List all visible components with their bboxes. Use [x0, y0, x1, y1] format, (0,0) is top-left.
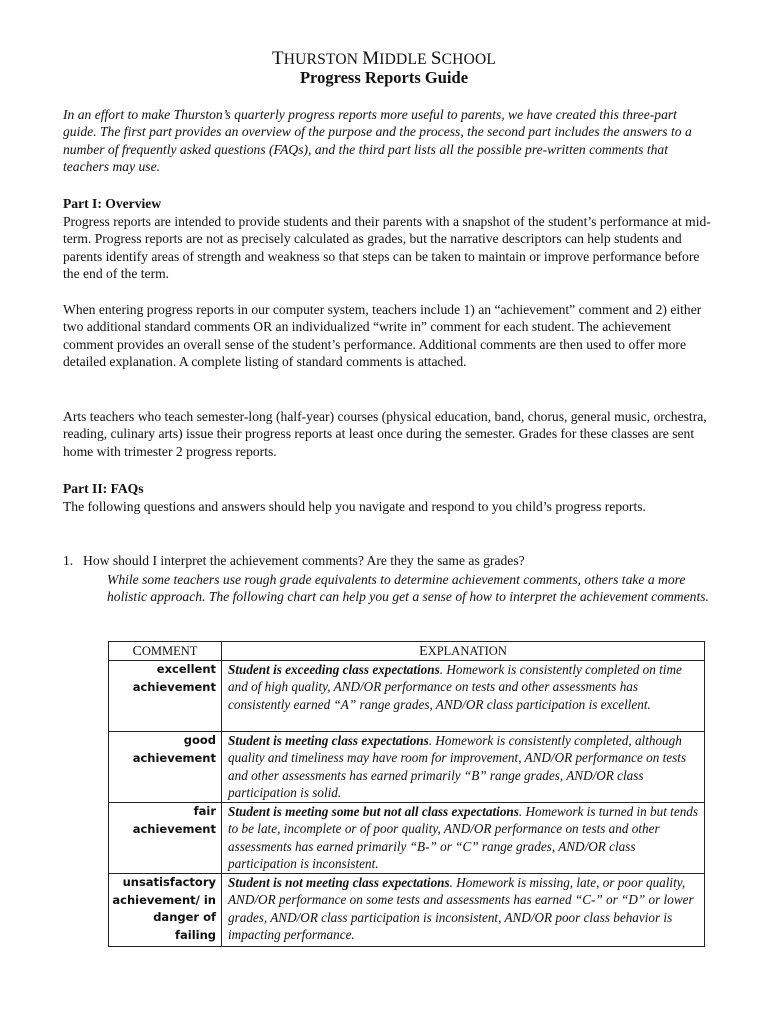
table-row: [109, 661, 705, 732]
achievement-table: [108, 641, 705, 947]
faq-question-1: [63, 552, 713, 569]
school-name-part: S: [430, 48, 442, 69]
table-row: [109, 874, 705, 947]
comment-cell: good achievement: [109, 732, 222, 803]
part1-heading: [63, 195, 713, 212]
explanation-lead: Student is not meeting class expectations: [228, 875, 450, 890]
part2-heading: [63, 480, 713, 497]
column-header-comment: [109, 642, 222, 661]
explanation-cell: [222, 803, 705, 874]
column-header-part: E: [419, 644, 428, 659]
school-name-part: M: [362, 48, 380, 69]
school-name-part: IDDLE: [379, 51, 431, 68]
part1-paragraph-1: Progress reports are intended to provide students and their parents with a snapshot of the student’s performance at mid-term. Progress reports are not as precisely calculated as grades, but the narrative descriptors can help students and parents identify areas of strength and weakness so that steps can be taken to maintain or improve performance before the end of the term.: [63, 214, 711, 282]
column-header-part: XPLANATION: [427, 644, 507, 658]
comment-cell: fair achievement: [109, 803, 222, 874]
explanation-cell: [222, 732, 705, 803]
column-header-explanation: [222, 642, 705, 661]
part1-paragraph-2: When entering progress reports in our computer system, teachers include 1) an “achievement” comment and 2) either two additional standard comments OR an individualized “write in” comment for each student. The achievement comment provides an overall sense of the student’s performance. Additional comments are then used to offer more detailed explanation. A complete listing of standard comments is attached.: [63, 302, 702, 370]
column-header-part: OMMENT: [141, 644, 198, 658]
comment-cell: unsatisfactory achievement/ in danger of failing: [109, 874, 222, 947]
explanation-text: . Homework is missing, late, or poor quality, AND/OR performance on some tests and assessments has earned “C-” or “D” or lower grades, AND/OR class participation is inconsistent, AND/OR poor class behavior is impacting performance.: [228, 875, 694, 943]
explanation-text: . Homework is consistently completed on time and of high quality, AND/OR performance on tests and other assessments has consistently earned “A” range grades, AND/OR class participation is excellent.: [228, 662, 682, 712]
table-header-row: [109, 642, 705, 661]
table-row: [109, 732, 705, 803]
faq-answer-1: While some teachers use rough grade equivalents to determine achievement comments, others take a more holistic approach. The following chart can help you get a sense of how to interpret the achievement comments.: [107, 572, 709, 605]
explanation-lead: Student is meeting class expectations: [228, 733, 429, 748]
explanation-text: . Homework is turned in but tends to be late, incomplete or of poor quality, AND/OR performance on tests and other assessments has earned primarily “B-” or “C” range grades, AND/OR class participation is inconsistent.: [228, 804, 699, 872]
explanation-lead: Student is meeting some but not all class expectations: [228, 804, 519, 819]
explanation-cell: [222, 874, 705, 947]
part1-paragraph-3: Arts teachers who teach semester-long (half-year) courses (physical education, band, chorus, general music, orchestra, reading, culinary arts) issue their progress reports at least once during the semester. Grades for these classes are sent home with trimester 2 progress reports.: [63, 409, 707, 459]
part1-heading-text: Part I: Overview: [63, 196, 162, 211]
table-row: [109, 803, 705, 874]
school-name-part: HURSTON: [283, 51, 363, 68]
faq-number: 1.: [63, 553, 74, 568]
school-name-part: CHOOL: [441, 51, 497, 68]
explanation-text: . Homework is consistently completed, although quality and timeliness may have room for improvement, AND/OR performance on tests and other assessments has earned primarily “B” range grades, AND/OR class participation is solid.: [228, 733, 687, 801]
explanation-lead: Student is exceeding class expectations: [228, 662, 440, 677]
document-title: Progress Reports Guide: [299, 68, 469, 87]
school-name-part: T: [271, 48, 284, 69]
column-header-part: C: [132, 644, 142, 659]
explanation-cell: [222, 661, 705, 732]
comment-cell: excellent achievement: [109, 661, 222, 732]
faq-question-text: How should I interpret the achievement comments? Are they the same as grades?: [83, 553, 525, 568]
intro-paragraph: In an effort to make Thurston’s quarterly progress reports more useful to parents, we have created this three-part guide. The first part provides an overview of the purpose and the process, the second part includes the answers to a number of frequently asked questions (FAQs), and the third part lists all the possible pre-written comments that teachers may use.: [63, 107, 692, 175]
part2-heading-text: Part II: FAQs: [63, 481, 144, 496]
school-name: [0, 48, 768, 70]
part2-paragraph: The following questions and answers should help you navigate and respond to you child’s progress reports.: [63, 499, 646, 514]
